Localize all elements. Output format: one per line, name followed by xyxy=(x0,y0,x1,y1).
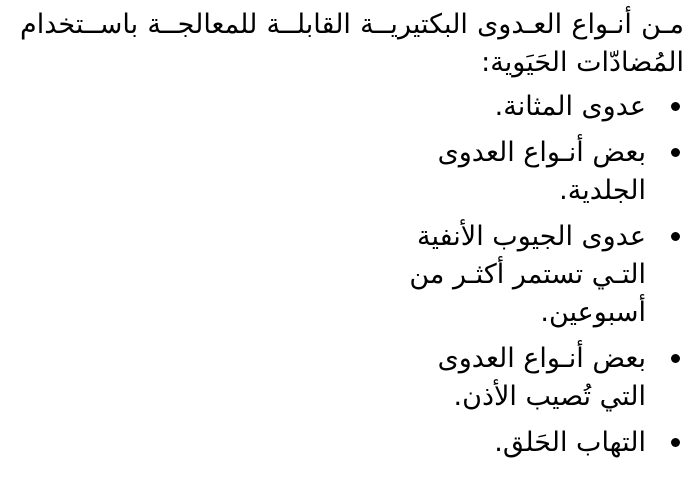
list-item-text: بعض أنـواع العدوى الجلدية. xyxy=(437,137,646,206)
bullet-icon xyxy=(671,438,680,447)
bullet-icon xyxy=(671,354,680,363)
list-item xyxy=(384,218,684,332)
infection-list xyxy=(384,88,684,470)
list-item xyxy=(384,134,684,210)
bullet-icon xyxy=(671,148,680,157)
list-item-text: عدوى المثانة. xyxy=(494,91,646,122)
list-item xyxy=(384,424,684,462)
list-item xyxy=(384,340,684,416)
bullet-icon xyxy=(671,232,680,241)
list-item-text: التهاب الحَلق. xyxy=(494,427,646,458)
list-item-text: عدوى الجيوب الأنفية التـي تستمر أكثـر من أسبوعين. xyxy=(409,221,646,328)
intro-paragraph: مـن أنـواع العـدوى البكتيريــة القابلــة للمعالجــة باســتخدام المُضادّات الحَيَوية: xyxy=(20,9,684,78)
list-item xyxy=(384,88,684,126)
bullet-icon xyxy=(671,102,680,111)
list-item-text: بعض أنـواع العدوى التي تُصيب الأذن. xyxy=(437,343,646,412)
